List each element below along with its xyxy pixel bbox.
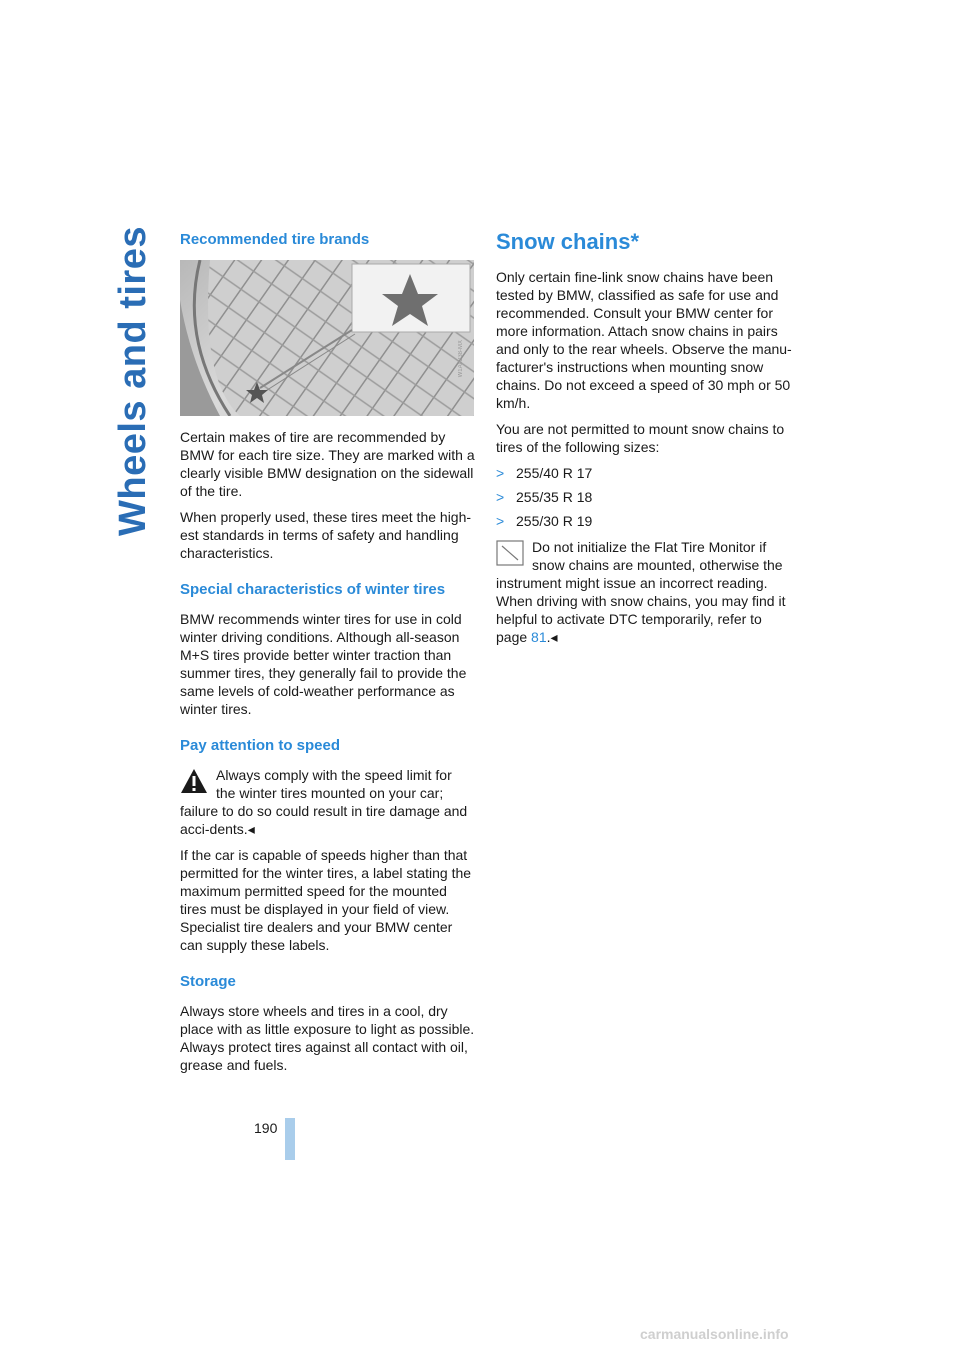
paragraph-winter: BMW recommends winter tires for use in cold winter driving conditions. Although all-season M+S tires provide better winter traction than summer tires, they generally fail to provide the same levels of cold-weather performance as winter tires. [180,611,467,717]
period: . [546,629,551,645]
note-icon [496,540,524,566]
end-mark: ◂ [247,821,255,837]
page-number: 190 [254,1120,278,1136]
list-item [496,464,794,482]
paragraph-brands-1: Certain makes of tire are recommended by BMW for each tire size. They are marked with a clearly visible BMW designation on the sidewall of the tire. [180,429,475,499]
bullet-marker: > [496,465,505,481]
left-column [180,230,475,1082]
heading-recommended-brands: Recommended tire brands [180,231,370,248]
flat-tire-monitor-note [496,538,794,646]
figure-code: W1A0238-MX [458,340,464,378]
tire-sidewall-figure [180,260,474,416]
bullet-marker: > [496,513,505,529]
side-title: Wheels and tires [112,226,154,536]
paragraph-chains-2: You are not permitted to mount snow chains to tires of the following sizes: [496,421,785,455]
paragraph-storage: Always store wheels and tires in a cool, dry place with as little exposure to light as possible. Always protect tires against all contact with oil, grease and fuels. [180,1003,475,1073]
note-text: Do not initialize the Flat Tire Monitor if snow chains are mounted, otherwise the instrument might issue an incorrect reading. When driving with snow chains, you may find it helpful to activate DTC temporarily, refer to page [496,539,786,645]
warning-text: Always comply with the speed limit for the winter tires mounted on your car; failure to do so could result in tire damage and acci-dents. [180,767,468,837]
tire-tread-illustration [180,260,474,416]
speed-warning [180,766,475,838]
paragraph-brands-2: When properly used, these tires meet the high-est standards in terms of safety and handling characteristics. [180,509,472,561]
right-column [496,228,794,654]
heading-snow-chains: Snow chains* [496,229,640,254]
tire-size: 255/30 R 19 [516,513,593,529]
list-item [496,512,794,530]
tire-size-list [496,464,794,530]
page-bar [285,1118,295,1160]
heading-storage: Storage [180,973,236,990]
bullet-marker: > [496,489,505,505]
warning-triangle-icon [180,768,208,794]
tire-size: 255/35 R 18 [516,489,593,505]
paragraph-speed: If the car is capable of speeds higher than that permitted for the winter tires, a label stating the maximum permitted speed for the mounted tires must be displayed in your field of view. Specialist tire dealers and your BMW center can supply these labels. [180,847,472,953]
tire-size: 255/40 R 17 [516,465,593,481]
heading-speed: Pay attention to speed [180,737,341,754]
paragraph-chains-1: Only certain fine-link snow chains have been tested by BMW, classified as safe for use and recommended. Consult your BMW center for more information. Attach snow chains in pairs and only to the rear wheels. Observe the manu-facturer's instructions when mounting snow chains. Do not exceed a speed of 30 mph or 50 km/h. [496,269,792,411]
list-item [496,488,794,506]
page-link[interactable]: 81 [531,629,547,645]
footer-watermark: carmanualsonline.info [640,1326,789,1342]
end-mark: ◂ [550,629,558,645]
heading-winter-tires: Special characteristics of winter tires [180,581,446,598]
